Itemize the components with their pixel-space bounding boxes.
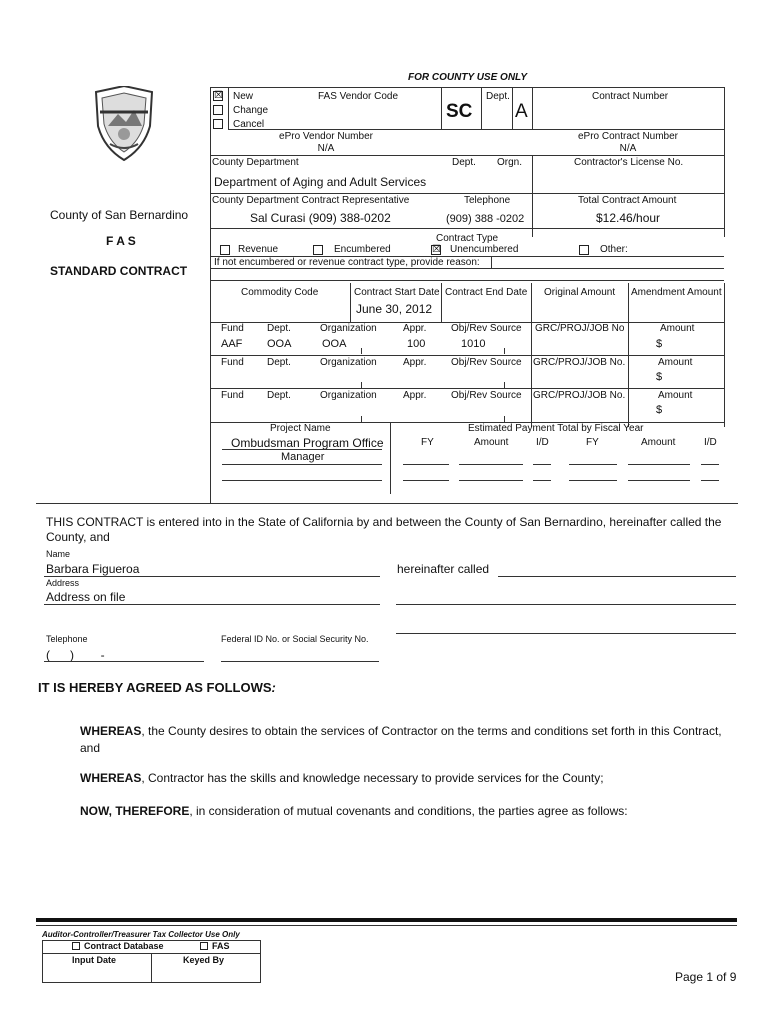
department-name: Department of Aging and Adult Services xyxy=(214,175,427,189)
rep-value: Sal Curasi (909) 388-0202 xyxy=(250,211,391,225)
status-new-label: New xyxy=(233,91,254,102)
reason-label: If not encumbered or revenue contract type, provide reason: xyxy=(214,257,480,268)
epro-vendor-value: N/A xyxy=(317,143,335,154)
county-name: County of San Bernardino xyxy=(50,208,189,222)
address-value[interactable]: Address on file xyxy=(46,590,126,604)
fy-label-2: FY xyxy=(586,437,599,448)
obj-value: 1010 xyxy=(461,338,486,350)
fas-checkbox[interactable] xyxy=(200,942,208,950)
start-date-value: June 30, 2012 xyxy=(356,302,433,316)
status-cancel-label: Cancel xyxy=(233,119,265,130)
whereas-2: WHEREAS, Contractor has the skills and knowledge necessary to provide services for the County; xyxy=(80,771,604,785)
other-checkbox[interactable] xyxy=(579,245,589,255)
county-seal xyxy=(88,86,160,162)
now-therefore: NOW, THEREFORE, in consideration of mutual covenants and conditions, the parties agree as follows: xyxy=(80,804,628,818)
hereinafter-label: hereinafter called xyxy=(397,562,490,576)
dept-value: OOA xyxy=(267,338,292,350)
amount-label-2: Amount xyxy=(641,437,676,448)
agreed-heading: IT IS HEREBY AGREED AS FOLLOWS: xyxy=(38,680,276,695)
org-value: OOA xyxy=(322,338,347,350)
orgn-label: Orgn. xyxy=(497,157,523,168)
epro-vendor-label: ePro Vendor Number xyxy=(279,131,373,142)
fas-footer-label: FAS xyxy=(212,941,230,951)
end-date-label: Contract End Date xyxy=(445,287,528,298)
standard-contract-title: STANDARD CONTRACT xyxy=(50,264,188,278)
license-label: Contractor's License No. xyxy=(574,157,684,168)
amount-value: $ xyxy=(656,338,663,350)
fas-title: F A S xyxy=(106,234,136,248)
name-label: Name xyxy=(46,549,71,559)
encumbered-label: Encumbered xyxy=(334,244,391,255)
address-label: Address xyxy=(46,578,80,588)
change-checkbox[interactable] xyxy=(213,105,223,115)
telephone-body-label: Telephone xyxy=(46,634,88,644)
dept-label: Dept. xyxy=(486,91,510,102)
amount-label-1: Amount xyxy=(474,437,509,448)
telephone-body-value[interactable]: ( ) - xyxy=(46,648,105,662)
project-name-label: Project Name xyxy=(270,423,331,434)
contract-number-label: Contract Number xyxy=(592,91,669,102)
contract-database-checkbox[interactable] xyxy=(72,942,80,950)
total-contract-label: Total Contract Amount xyxy=(578,195,677,206)
federal-id-label: Federal ID No. or Social Security No. xyxy=(221,634,369,644)
appr-value: 100 xyxy=(407,338,426,350)
commodity-code-label: Commodity Code xyxy=(241,287,319,298)
whereas-1: WHEREAS, the County desires to obtain the services of Contractor on the terms and conditions set forth in this Contract, and xyxy=(80,724,722,755)
for-county-use-only: FOR COUNTY USE ONLY xyxy=(408,72,528,83)
keyed-by-label: Keyed By xyxy=(183,955,225,965)
dept-code: A xyxy=(515,101,528,122)
new-checkbox[interactable]: ☒ xyxy=(214,90,223,101)
name-value[interactable]: Barbara Figueroa xyxy=(46,562,140,576)
epro-contract-label: ePro Contract Number xyxy=(577,131,679,142)
original-amount-label: Original Amount xyxy=(544,287,616,298)
revenue-checkbox[interactable] xyxy=(220,245,230,255)
other-label: Other: xyxy=(600,244,628,255)
project-name-line1: Ombudsman Program Office xyxy=(231,436,384,450)
auditor-label: Auditor-Controller/Treasurer Tax Collector Use Only xyxy=(42,930,240,939)
cancel-checkbox[interactable] xyxy=(213,119,223,129)
contract-database-label: Contract Database xyxy=(84,941,164,951)
epro-contract-value: N/A xyxy=(619,143,637,154)
unencumbered-label: Unencumbered xyxy=(450,244,519,255)
telephone-label: Telephone xyxy=(464,195,511,206)
id-label-1: I/D xyxy=(536,437,549,448)
id-label-2: I/D xyxy=(704,437,717,448)
telephone-value: (909) 388 -0202 xyxy=(446,213,525,225)
encumbered-checkbox[interactable] xyxy=(313,245,323,255)
total-contract-value: $12.46/hour xyxy=(596,211,661,225)
revenue-label: Revenue xyxy=(238,244,279,255)
start-date-label: Contract Start Date xyxy=(354,287,440,298)
fas-vendor-code-label: FAS Vendor Code xyxy=(318,91,399,102)
dept-small-label: Dept. xyxy=(452,157,476,168)
rep-label: County Department Contract Representative xyxy=(212,195,410,206)
status-change-label: Change xyxy=(233,105,269,116)
contract-type-label: Contract Type xyxy=(436,233,499,244)
unencumbered-checkbox[interactable]: ☒ xyxy=(432,244,441,255)
intro-text: THIS CONTRACT is entered into in the State of California by and between the County of San Bernardino, hereinafter called the County, and xyxy=(46,515,722,544)
project-name-line2: Manager xyxy=(281,451,325,463)
fund-value: AAF xyxy=(221,338,243,350)
fy-label-1: FY xyxy=(421,437,434,448)
county-department-label: County Department xyxy=(212,157,299,168)
page-number: Page 1 of 9 xyxy=(675,970,737,984)
estimated-payment-label: Estimated Payment Total by Fiscal Year xyxy=(468,423,644,434)
input-date-label: Input Date xyxy=(72,955,116,965)
amendment-amount-label: Amendment Amount xyxy=(631,287,722,298)
sc-code: SC xyxy=(446,101,473,122)
